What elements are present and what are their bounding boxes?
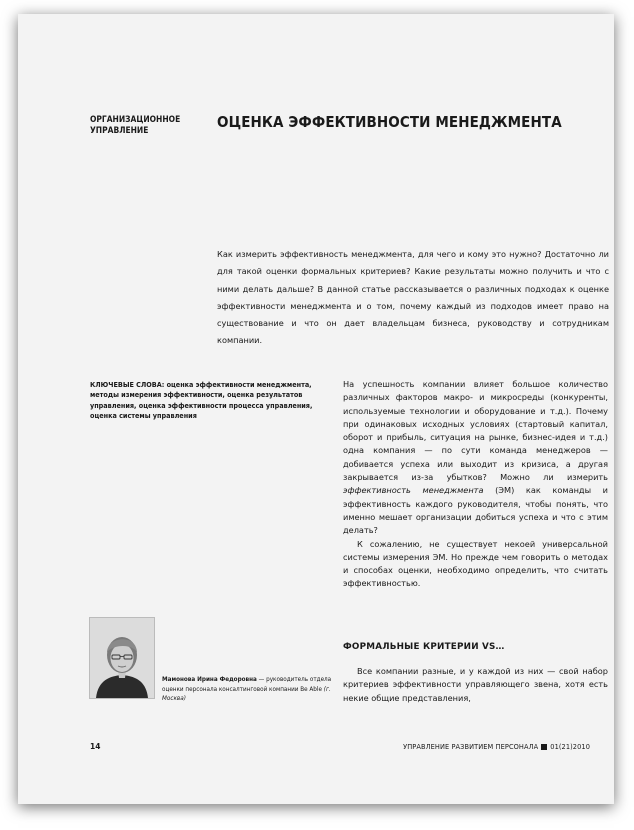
article-title: ОЦЕНКА ЭФФЕКТИВНОСТИ МЕНЕДЖМЕНТА bbox=[217, 113, 562, 131]
section-heading: ФОРМАЛЬНЫЕ КРИТЕРИИ VS… bbox=[343, 642, 505, 652]
keywords: КЛЮЧЕВЫЕ СЛОВА: оценка эффективности менеджмента, методы измерения эффективности, оценка результатов управления, оценка эффективности процесса управления, оценка системы управления bbox=[90, 380, 313, 421]
body-emphasis: эффективность менеджмента bbox=[343, 485, 484, 496]
issue-number: 01(21)2010 bbox=[550, 743, 590, 751]
page-number: 14 bbox=[90, 742, 101, 751]
magazine-footer bbox=[403, 743, 590, 751]
magazine-name: УПРАВЛЕНИЕ РАЗВИТИЕМ ПЕРСОНАЛА bbox=[403, 743, 539, 751]
body-paragraph: Все компании разные, и у каждой из них — свой набор критериев эффективности управляющего звена, хотя есть некие общие представления, bbox=[343, 666, 608, 703]
author-city: (г. Москва) bbox=[162, 685, 331, 702]
author-description: — руководитель отдела оценки персонала консалтинговой компании Be Able bbox=[162, 676, 332, 693]
body-text: (ЭМ) как команды и эффективность каждого руководителя, чтобы понять, что именно мешает организации добиться успеха и что с этим делать? bbox=[343, 485, 609, 536]
body-paragraph: К сожалению, не существует некоей универсальной системы измерения ЭМ. Но прежде чем говорить о методах и способах оценки, необходимо определить, что считать эффективностью. bbox=[343, 538, 608, 589]
author-caption bbox=[162, 675, 337, 704]
magazine-page bbox=[18, 14, 614, 804]
body-paragraph bbox=[343, 378, 608, 538]
body-text: На успешность компании влияет большое количество различных факторов макро- и микросреды (конкуренты, используемые технологии и оборудование и т.д.). Почему при одинаковых исходных условиях (стартовый капитал, оборот и прибыль, ситуация на рынке, бизнес-идея и т.д.) одна компания — по сути команда менеджеров — добивается успеха или выходит из кризиса, а другая закрывается из-за убытков? Можно ли измерить bbox=[343, 379, 608, 483]
author-name: Мамонова Ирина Федоровна bbox=[162, 676, 257, 683]
author-photo bbox=[89, 617, 155, 699]
portrait-illustration bbox=[90, 618, 154, 698]
article-lead: Как измерить эффективность менеджмента, для чего и кому это нужно? Достаточно ли для такой оценки формальных критериев? Какие результаты можно получить и что с ними делать дальше? В данной статье рассказывается о различных подходах к оценке эффективности менеджмента и о том, почему каждый из подходов имеет право на существование и что он дает владельцам бизнеса, руководству и сотрудникам компании. bbox=[217, 249, 609, 346]
square-separator-icon bbox=[541, 744, 547, 750]
rubric-label: ОРГАНИЗАЦИОННОЕ УПРАВЛЕНИЕ bbox=[90, 114, 181, 135]
article-body bbox=[343, 378, 608, 591]
